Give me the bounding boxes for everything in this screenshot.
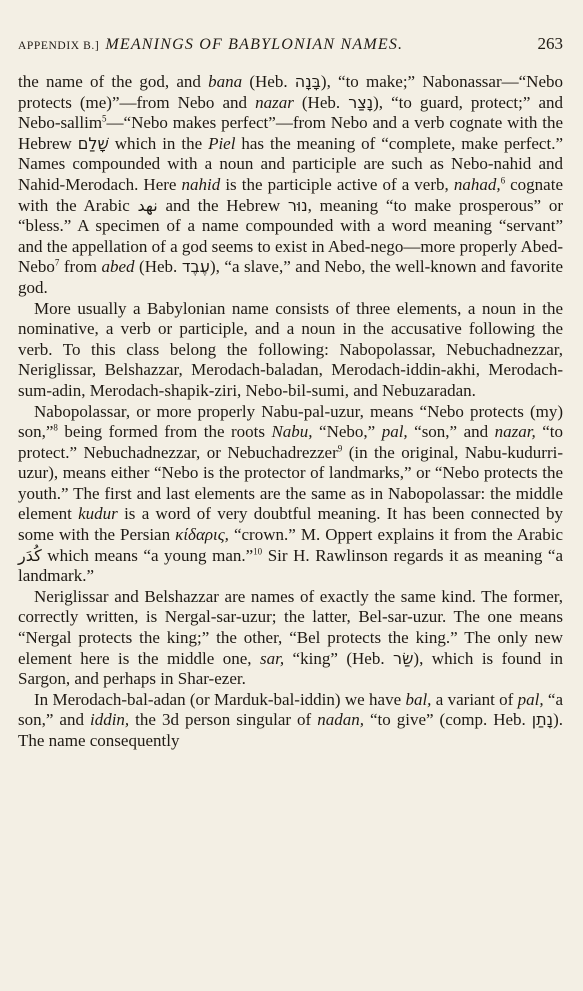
text-run: , meaning “to make prosperous” or “bless.” A specimen of a name compounded with a word meaning “servant” and the appellation of a god seems to exist in Abed-nego—more properly Abed-Nebo	[18, 195, 564, 277]
text-run: ), “a slave,” and Nebo, the well-known and favorite god.	[18, 257, 563, 297]
italic-term: kudur	[78, 504, 118, 524]
italic-term: abed	[101, 257, 135, 277]
text-run: “crown.” M. Oppert explains it from the Arabic	[228, 525, 563, 545]
text-run: “king” (Heb.	[284, 648, 394, 668]
footnote-marker: 10	[253, 546, 263, 556]
text-run: a variant of	[431, 689, 518, 709]
italic-term: pal,	[517, 689, 544, 709]
italic-term: nahid	[181, 174, 221, 194]
hebrew-word: שָׁלַם	[77, 133, 109, 153]
text-run: the name of the god, and	[18, 72, 209, 91]
hebrew-word: נוּר	[287, 195, 308, 215]
hebrew-word: בָּנָה	[294, 72, 321, 91]
italic-term: bana	[208, 72, 243, 91]
text-run: “son,” and	[407, 422, 495, 442]
paragraph-4	[18, 587, 563, 690]
text-run: (Heb.	[134, 257, 182, 277]
text-run: ), “to make;” Nabonassar—“Nebo protects (me)”—from Nebo and	[18, 72, 563, 112]
italic-term: nahad,	[453, 174, 501, 194]
paragraph-2	[18, 299, 563, 402]
text-run: (Heb.	[293, 92, 349, 112]
italic-term: nazar	[255, 92, 294, 112]
italic-term: Nabu,	[271, 422, 313, 442]
text-run: has the meaning of “complete, make perfect.” Names compounded with a noun and participle are such as Nebo-nahid and Nahid-Merodach. Here	[18, 133, 563, 194]
hebrew-word: עֶבֶד	[181, 257, 210, 277]
italic-term: nazar,	[494, 422, 536, 442]
footnote-marker: 9	[337, 443, 343, 454]
text-run: the 3d person singular of	[129, 710, 318, 730]
arabic-word: نهد	[137, 195, 158, 215]
hebrew-word: נָצַר	[348, 92, 374, 112]
text-run: is a word of very doubtful meaning. It has been connected by some with the Persian	[18, 504, 563, 545]
text-run: which in the	[108, 133, 209, 153]
text-run: “a son,” and	[18, 689, 564, 730]
paragraph-5	[18, 690, 563, 752]
text-run: Neriglissar and Belshazzar are names of exactly the same kind. The former, correctly written, is Nergal-sar-uzur; the latter, Bel-sar-uzur. The one means “Nergal protects the king;” the other, “Bel protects the king.” The only new element here is the middle one,	[18, 586, 563, 668]
text-run: is the participle active of a verb,	[220, 174, 454, 194]
text-run: (in the original, Nabu-kudurri-uzur), means either “Nebo is the protector of landmarks,” or “Nebo protects the youth.” The first and last elements are the same as in Nabopolassar: the middle element	[18, 442, 564, 524]
greek-word: κίδαρις,	[175, 525, 229, 545]
text-run: “to protect.” Nebuchadnezzar, or Nebuchadrezzer	[18, 422, 563, 462]
italic-term: sar,	[259, 648, 285, 668]
text-run: cognate with the Arabic	[18, 174, 564, 215]
paragraph-3	[18, 402, 563, 587]
footnote-marker: 6	[500, 175, 506, 186]
arabic-word: كُدَر	[18, 545, 42, 565]
text-run: —“Nebo makes perfect”—from Nebo and a verb cognate with the Hebrew	[18, 113, 563, 153]
text-run: Sir H. Rawlinson regards it as meaning “a landmark.”	[18, 545, 563, 586]
text-run: being formed from the roots	[57, 422, 272, 442]
hebrew-word: נָתַן	[531, 710, 554, 730]
footnote-marker: 7	[54, 257, 60, 268]
running-head	[18, 34, 563, 58]
footnote-marker: 8	[53, 422, 58, 433]
text-run: (Heb.	[242, 72, 295, 91]
text-run: from	[59, 257, 102, 277]
text-run: which means “a young man.”	[41, 545, 254, 565]
body-text	[18, 72, 563, 752]
text-run: and the Hebrew	[157, 195, 288, 215]
text-run: “to give” (comp. Heb.	[363, 710, 532, 730]
text-run: More usually a Babylonian name consists of three elements, a noun in the nominative, a verb or participle, and a noun in the accusative following the verb. To this class belong the following: Nabopolassar, Nebuchadnezzar, Neriglissar, Belshazzar, Merodach-baladan, Merodach-iddin-akhi, Merodach-sum-adin, Merodach-shapik-ziri, Nebo-bil-sumi, and Nebuzaradan.	[18, 298, 563, 400]
italic-term: Piel	[208, 133, 236, 153]
hebrew-word: שַׂר	[393, 648, 414, 668]
text-run: Nabopolassar, or more properly Nabu-pal-uzur, means “Nebo protects (my) son,”	[18, 401, 563, 442]
paragraph-1	[18, 72, 563, 299]
text-run: ), “to guard, protect;” and Nebo-sallim	[18, 92, 563, 133]
text-run: ). The name consequently	[18, 710, 563, 750]
italic-term: nadan,	[317, 710, 364, 730]
italic-term: pal,	[381, 422, 408, 442]
running-head-section: APPENDIX B.]	[18, 40, 100, 52]
text-run: In Merodach-bal-adan (or Marduk-bal-iddin) we have	[34, 689, 406, 709]
running-head-title: MEANINGS OF BABYLONIAN NAMES.	[105, 36, 404, 53]
page-number: 263	[537, 34, 563, 53]
footnote-marker: 5	[102, 113, 107, 124]
italic-term: bal,	[405, 689, 432, 709]
text-run: “Nebo,”	[312, 422, 382, 442]
text-run: ), which is found in Sargon, and perhaps in Shar-ezer.	[18, 648, 563, 689]
italic-term: iddin,	[89, 710, 130, 730]
